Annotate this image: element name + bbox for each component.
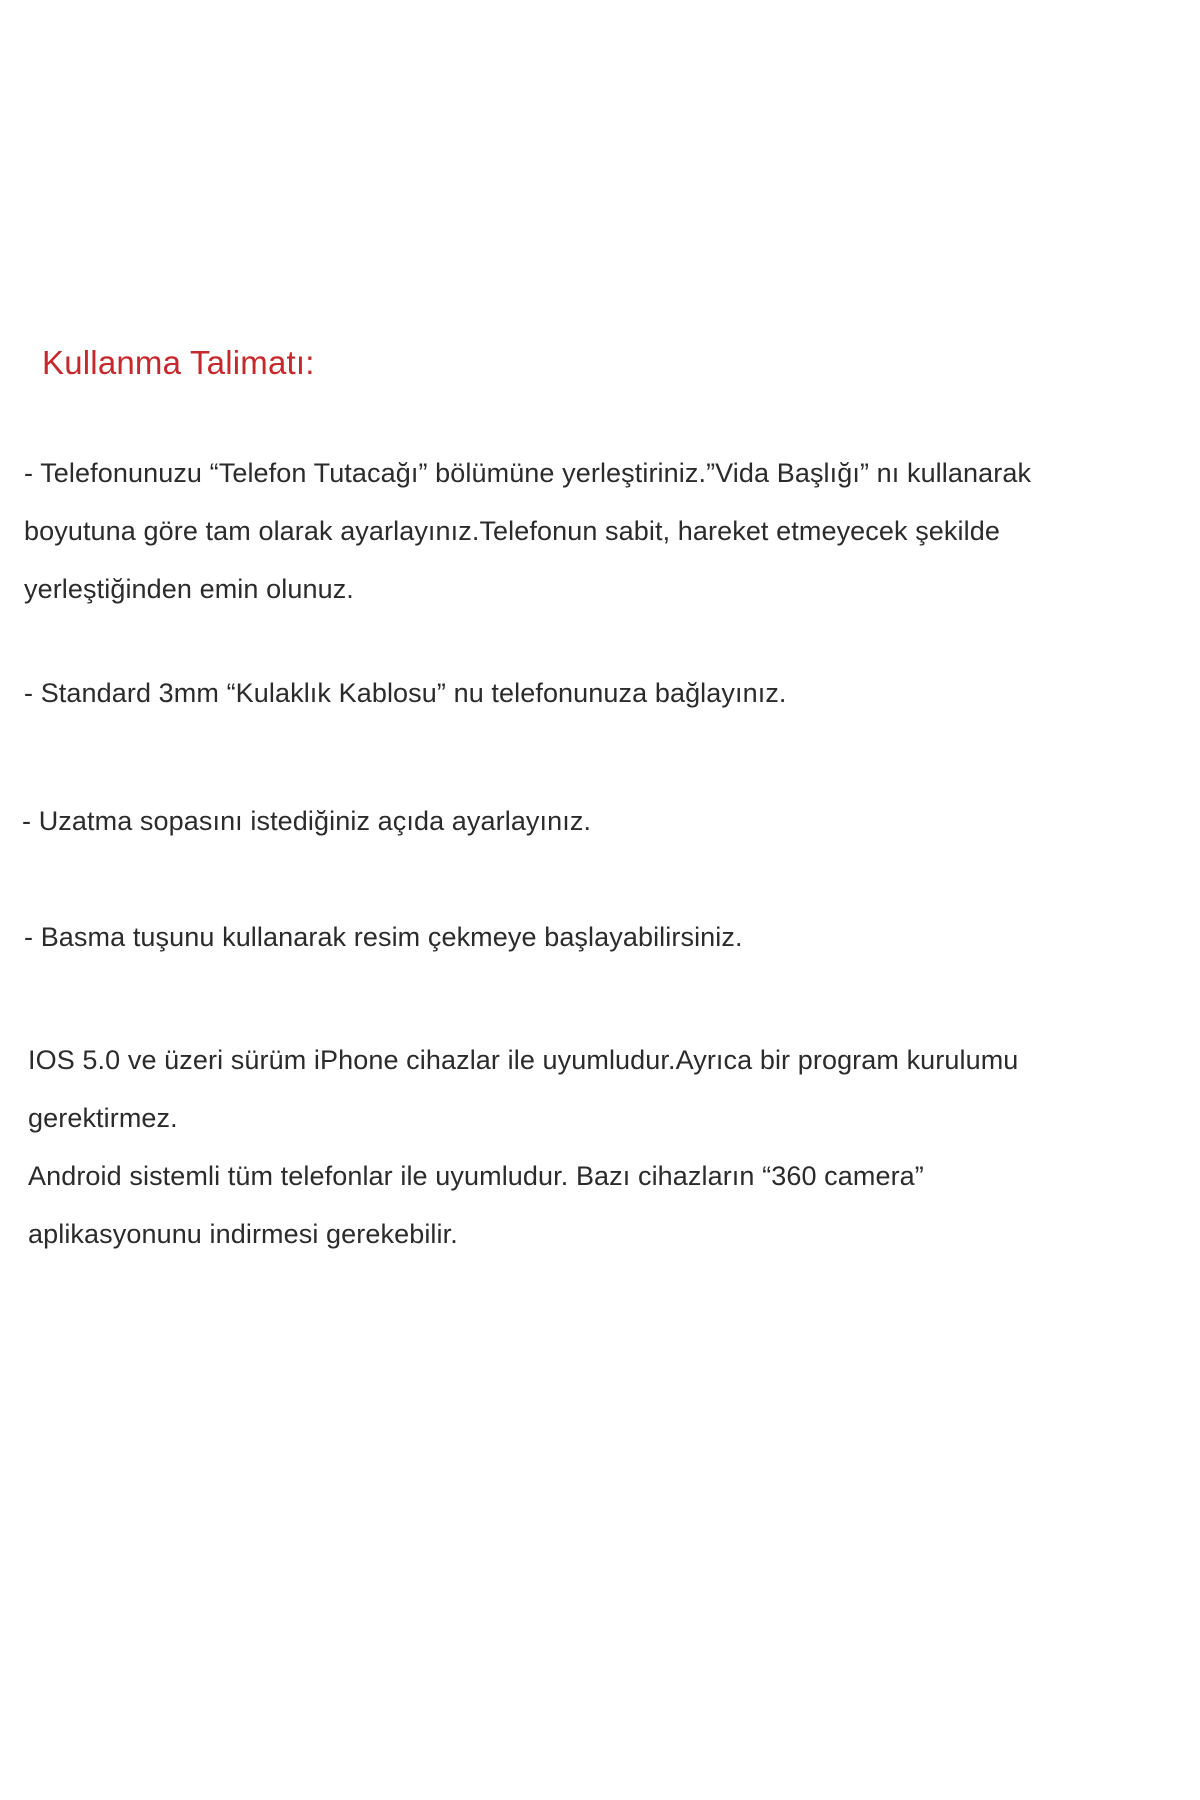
instruction-step-2	[24, 664, 1174, 722]
compatibility-line-4: aplikasyonunu indirmesi gerekebilir.	[28, 1219, 458, 1249]
page-title: Kullanma Talimatı:	[42, 344, 315, 381]
compatibility-line-3: Android sistemli tüm telefonlar ile uyumludur. Bazı cihazların “360 camera”	[28, 1161, 924, 1191]
step-1-line-1: - Telefonunuzu “Telefon Tutacağı” bölümüne yerleştiriniz.”Vida Başlığı” nı kullanarak	[24, 458, 1032, 488]
instruction-step-4	[24, 908, 1174, 966]
compatibility-line-1: IOS 5.0 ve üzeri sürüm iPhone cihazlar ile uyumludur.Ayrıca bir program kurulumu	[28, 1045, 1019, 1075]
step-4-line-1: - Basma tuşunu kullanarak resim çekmeye başlayabilirsiniz.	[24, 922, 743, 952]
step-2-line-1: - Standard 3mm “Kulaklık Kablosu” nu telefonunuza bağlayınız.	[24, 678, 787, 708]
instruction-step-3	[22, 792, 1172, 850]
step-3-line-1: - Uzatma sopasını istediğiniz açıda ayarlayınız.	[22, 806, 592, 836]
step-1-line-2: boyutuna göre tam olarak ayarlayınız.Telefonun sabit, hareket etmeyecek şekilde	[24, 516, 1000, 546]
compatibility-line-2: gerektirmez.	[28, 1103, 178, 1133]
instruction-step-1	[24, 444, 1174, 618]
compatibility-note	[28, 1031, 1178, 1263]
step-1-line-3: yerleştiğinden emin olunuz.	[24, 574, 354, 604]
